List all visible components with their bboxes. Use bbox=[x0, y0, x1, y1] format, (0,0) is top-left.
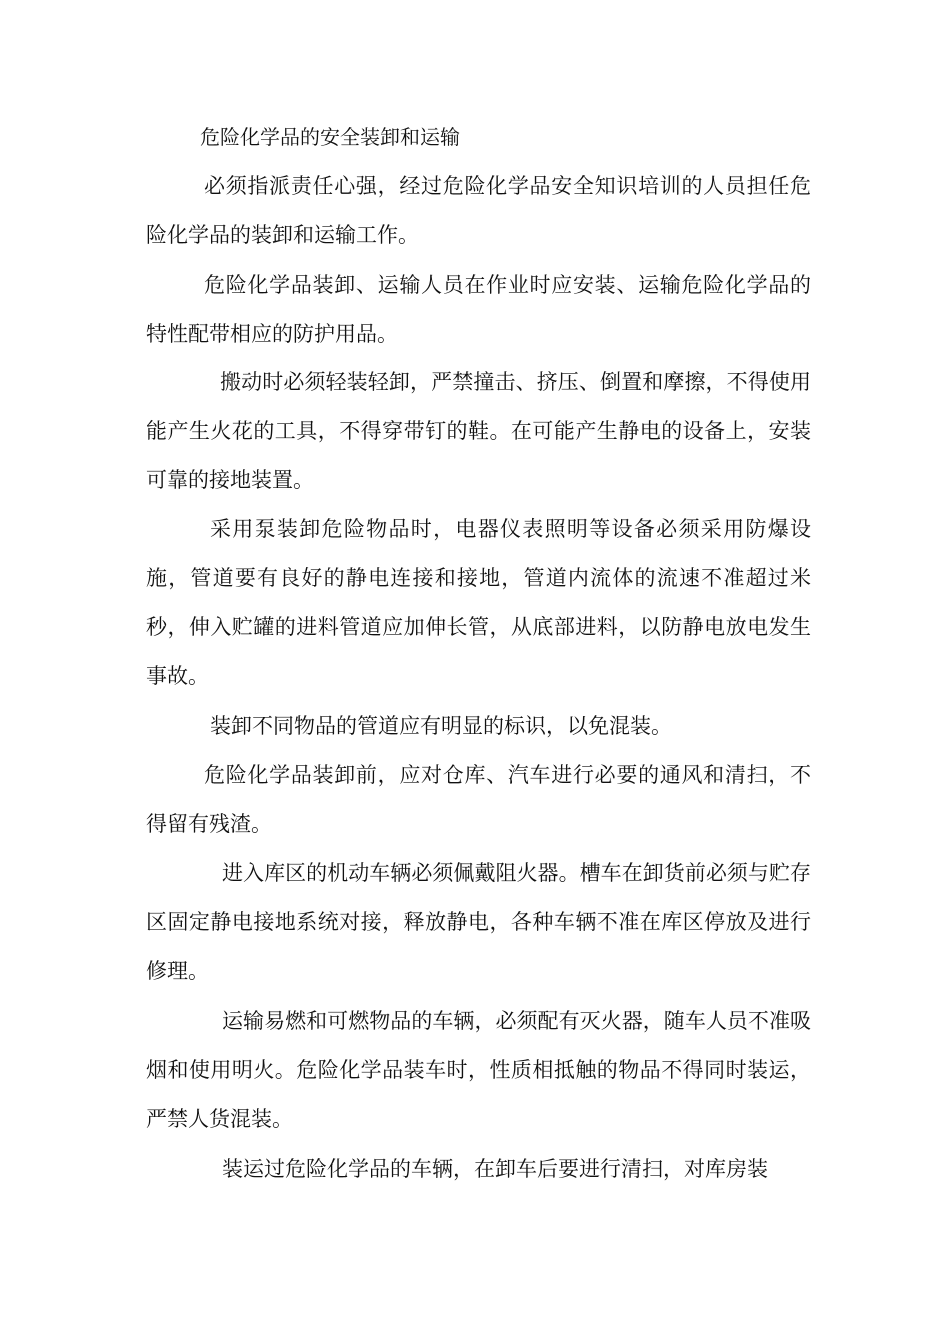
paragraph-7: 进入库区的机动车辆必须佩戴阻火器。槽车在卸货前必须与贮存区固定静电接地系统对接，释放静电，各种车辆不准在库区停放及进行修理。 bbox=[146, 861, 811, 983]
paragraph-1: 必须指派责任心强，经过危险化学品安全知识培训的人员担任危险化学品的装卸和运输工作。 bbox=[146, 174, 811, 247]
paragraph-5: 装卸不同物品的管道应有明显的标识，以免混装。 bbox=[210, 714, 672, 738]
paragraph-6: 危险化学品装卸前，应对仓库、汽车进行必要的通风和清扫，不得留有残渣。 bbox=[146, 763, 811, 836]
document-title: 危险化学品的安全装卸和运输 bbox=[200, 125, 460, 149]
paragraph-3: 搬动时必须轻装轻卸，严禁撞击、挤压、倒置和摩擦，不得使用能产生火花的工具，不得穿带钉的鞋。在可能产生静电的设备上，安装可靠的接地装置。 bbox=[146, 370, 811, 492]
paragraph-8: 运输易燃和可燃物品的车辆，必须配有灭火器，随车人员不准吸烟和使用明火。危险化学品装车时，性质相抵触的物品不得同时装运，严禁人货混装。 bbox=[146, 1009, 811, 1131]
paragraph-2: 危险化学品装卸、运输人员在作业时应安装、运输危险化学品的特性配带相应的防护用品。 bbox=[146, 273, 811, 346]
paragraph-9: 装运过危险化学品的车辆，在卸车后要进行清扫，对库房装 bbox=[222, 1157, 768, 1181]
paragraph-4: 采用泵装卸危险物品时，电器仪表照明等设备必须采用防爆设施，管道要有良好的静电连接和接地，管道内流体的流速不准超过米 秒，伸入贮罐的进料管道应加伸长管，从底部进料，以防静电放电发生事故。 bbox=[146, 517, 811, 688]
